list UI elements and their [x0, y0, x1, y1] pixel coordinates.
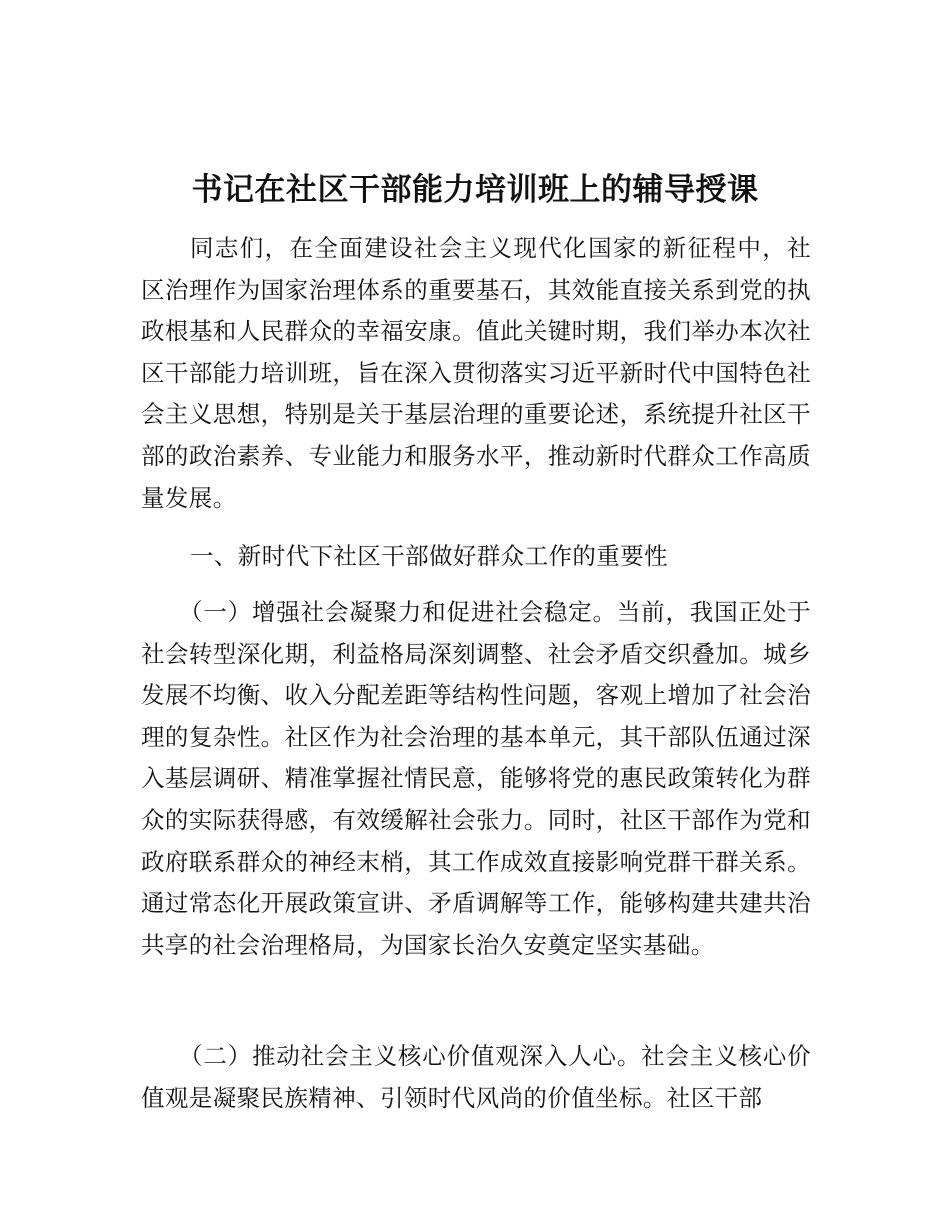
intro-paragraph: 同志们，在全面建设社会主义现代化国家的新征程中，社区治理作为国家治理体系的重要基石，其效能直接关系到党的执政根基和人民群众的幸福安康。值此关键时期，我们举办本次社区干部能力培训班，旨在深入贯彻落实习近平新时代中国特色社会主义思想，特别是关于基层治理的重要论述，系统提升社区干部的政治素养、专业能力和服务水平，推动新时代群众工作高质量发展。 [141, 234, 811, 512]
item-two-paragraph: （二）推动社会主义核心价值观深入人心。社会主义核心价值观是凝聚民族精神、引领时代风尚的价值坐标。社区干部 [141, 1042, 811, 1112]
section-one-heading: 一、新时代下社区干部做好群众工作的重要性 [190, 542, 668, 570]
document-title: 书记在社区干部能力培训班上的辅导授课 [191, 172, 759, 208]
item-one-paragraph: （一）增强社会凝聚力和促进社会稳定。当前，我国正处于社会转型深化期，利益格局深刻调整、社会矛盾交织叠加。城乡发展不均衡、收入分配差距等结构性问题，客观上增加了社会治理的复杂性。社区作为社会治理的基本单元，其干部队伍通过深入基层调研、精准掌握社情民意，能够将党的惠民政策转化为群众的实际获得感，有效缓解社会张力。同时，社区干部作为党和政府联系群众的神经末梢，其工作成效直接影响党群干群关系。通过常态化开展政策宣讲、矛盾调解等工作，能够构建共建共治共享的社会治理格局，为国家长治久安奠定坚实基础。 [141, 598, 811, 959]
